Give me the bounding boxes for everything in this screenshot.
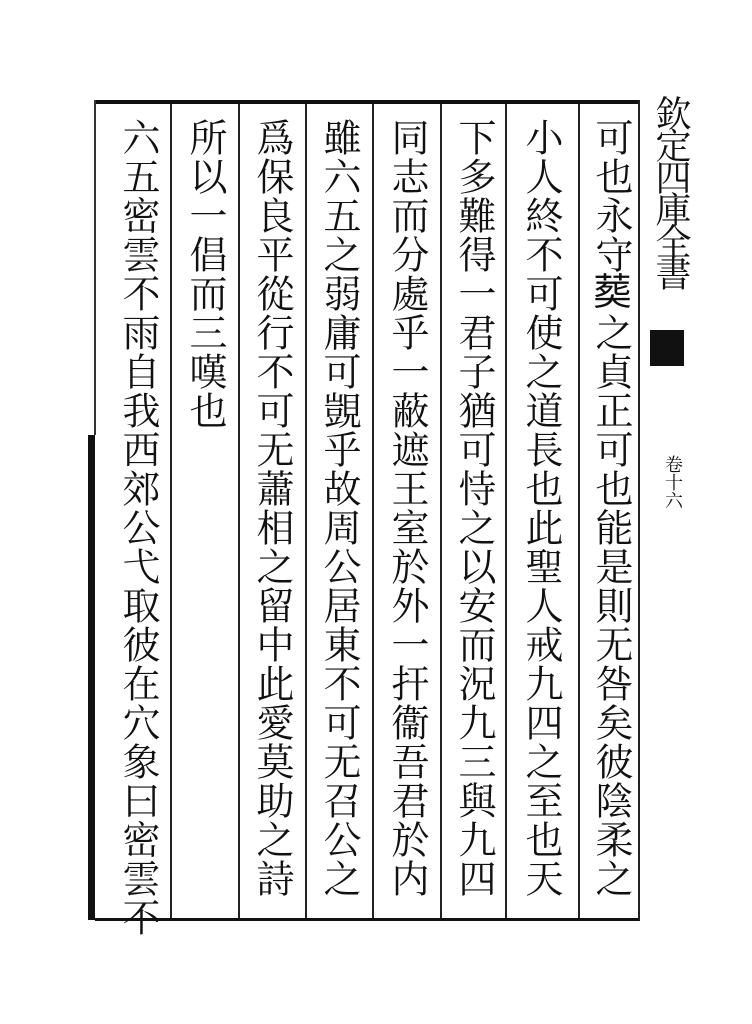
column-divider xyxy=(505,104,507,918)
column-divider xyxy=(238,104,240,918)
text-column-8: 六五密雲不雨自我西郊公弋取彼在穴象曰密雲不 xyxy=(116,118,160,937)
left-border-thin xyxy=(94,100,96,435)
text-column-6: 爲保良平從行不可无蕭相之留中此愛莫助之詩 xyxy=(250,118,294,898)
text-column-7: 所以一倡而三嘆也 xyxy=(183,118,227,430)
left-border-thick xyxy=(88,435,95,920)
text-column-3: 下多難得一君子猶可恃之以安而況九三與九四 xyxy=(452,118,496,898)
column-divider xyxy=(578,104,580,918)
library-title: 欽定四庫全書 xyxy=(650,95,691,287)
text-column-2: 小人終不可使之道長也此聖人戒九四之至也天 xyxy=(519,118,563,898)
volume-label: 卷十六 xyxy=(662,455,683,509)
top-border-rule xyxy=(95,100,640,104)
text-column-4: 同志而分處乎一蔽遮王室於外一扞衞吾君於内 xyxy=(385,118,429,898)
text-column-5: 雖六五之弱庸可覬乎故周公居東不可无召公之 xyxy=(317,118,361,898)
fishtail-block-mark xyxy=(650,330,684,366)
column-divider xyxy=(305,104,307,918)
column-divider xyxy=(170,104,172,918)
column-divider xyxy=(372,104,374,918)
bottom-border-rule xyxy=(95,918,640,921)
text-column-1: 可也永守𦵏之貞正可也能是則无咎矣彼陰柔之 xyxy=(589,118,633,898)
column-divider xyxy=(440,104,442,918)
